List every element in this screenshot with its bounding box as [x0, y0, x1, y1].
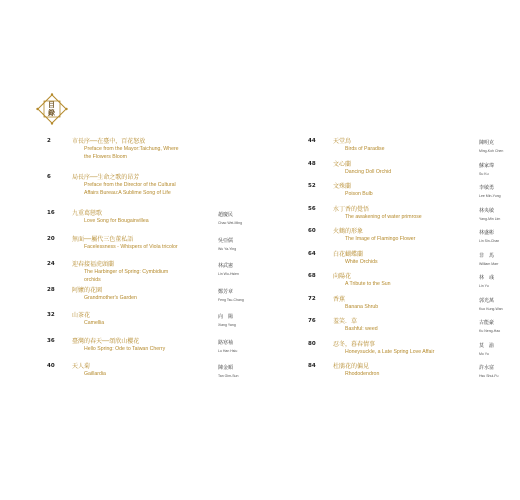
- author: [479, 275, 513, 289]
- author-name-zh: 向 陽: [218, 314, 234, 320]
- entry-title-zh: 火鶴的形象: [333, 228, 364, 235]
- author-name-en: Chao Wei-Ming: [218, 221, 243, 225]
- entry-title-zh: 羞笑．草: [333, 318, 358, 325]
- page-number: 68: [308, 273, 316, 279]
- author-name-zh: 蘇家瑋: [479, 162, 495, 169]
- page-number: 84: [308, 363, 316, 369]
- page-number: 80: [308, 340, 316, 347]
- toc-entry[interactable]: [47, 363, 252, 389]
- page-number: 56: [308, 205, 316, 212]
- entry-title-zh: 市長序──在臺中，百花怒放: [72, 138, 146, 145]
- page-number: 32: [47, 312, 55, 318]
- toc-entry[interactable]: [47, 138, 252, 174]
- author: [218, 340, 252, 354]
- author-name-zh: 莫 渝: [479, 342, 495, 349]
- author-name-zh: 路寒袖: [218, 339, 234, 346]
- entry-title-en: The awakening of water primrose: [345, 213, 422, 220]
- toc-entry[interactable]: [47, 210, 252, 236]
- entry-title-zh: 杜鵑花的偏見: [333, 363, 370, 370]
- entry-title-zh: 文殊蘭: [333, 183, 352, 190]
- author-name-en: Yang-Min Lim: [479, 216, 501, 221]
- author: [479, 185, 513, 199]
- page-number: 64: [308, 250, 316, 257]
- author: [479, 298, 513, 312]
- author-name-en: William Marr: [479, 261, 499, 266]
- toc-entry[interactable]: [47, 174, 252, 210]
- author-name-zh: 陳明克: [479, 140, 495, 146]
- author: [479, 163, 513, 177]
- toc-entry[interactable]: [308, 183, 513, 206]
- author-name-en: Mo Yu: [479, 351, 489, 356]
- entry-title-en: Honeysuckle, a Late Spring Love Affair: [345, 348, 435, 355]
- toc-heading: 目 錄: [48, 101, 56, 117]
- author-name-zh: 吳亞儒: [218, 237, 234, 244]
- toc-entry[interactable]: [47, 338, 252, 364]
- toc-entry[interactable]: [308, 251, 513, 274]
- toc-entry[interactable]: [308, 296, 513, 319]
- author: [218, 314, 252, 328]
- entry-title-zh: 向陽花: [333, 273, 352, 280]
- author-name-zh: 非 馬: [479, 252, 495, 259]
- author-name-zh: 許水富: [479, 365, 495, 371]
- entry-title-zh: 文心蘭: [333, 160, 352, 168]
- page-number: 20: [47, 235, 55, 242]
- entry-title-en: Dancing Doll Orchid: [345, 168, 392, 175]
- author-name-en: Lin Wu-Hsien: [218, 272, 239, 276]
- page-number: 16: [47, 210, 55, 216]
- entry-title-en: A Tribute to the Sun: [345, 281, 391, 287]
- toc-entry[interactable]: [308, 161, 513, 184]
- author-name-en: Feng Tsu-Chang: [218, 297, 244, 302]
- author-name-en: Lu Han Hsiu: [218, 348, 238, 353]
- author: [479, 253, 513, 267]
- entry-title-zh: 山茶花: [72, 312, 91, 319]
- page-number: 24: [47, 261, 55, 267]
- author: [218, 289, 252, 303]
- author-name-en: Wu Ya-Ying: [218, 246, 237, 251]
- toc-entry[interactable]: [308, 363, 513, 386]
- author-name-en: Xiang Yang: [218, 323, 236, 327]
- entry-title-en: Hello Spring: Ode to Taiwan Cherry: [84, 345, 166, 352]
- toc-entry[interactable]: [308, 341, 513, 364]
- entry-title-en: the Flowers Bloom: [84, 153, 127, 160]
- entry-title-zh: 天堂鳥: [333, 138, 352, 145]
- author-name-zh: 李敏勇: [479, 185, 495, 191]
- author-name-zh: 陳金順: [218, 365, 234, 371]
- author: [479, 140, 513, 154]
- entry-title-zh: 香蕉: [333, 295, 346, 303]
- entry-title-zh: 白花蝴蝶蘭: [333, 250, 364, 258]
- page-number: 60: [308, 228, 316, 234]
- entry-title-zh: 忍冬，暮春情事: [333, 340, 376, 348]
- entry-title-en: The Image of Flamingo Flower: [345, 236, 416, 242]
- entry-title-en: orchids: [84, 276, 101, 283]
- entry-title-en: Affairs Bureau:A Sublime Song of Life: [84, 189, 171, 196]
- author-name-zh: 趙慶民: [218, 212, 234, 218]
- entry-title-zh: 局長序──生命之歌的昂芳: [72, 174, 140, 181]
- entry-title-en: Grandmother's Garden: [84, 294, 137, 301]
- author-name-zh: 林盛彬: [479, 230, 495, 236]
- entry-title-en: Camellia: [84, 320, 105, 326]
- entry-title-zh: 無面──屬代三色董私語: [72, 235, 134, 243]
- toc-entry[interactable]: [47, 312, 252, 338]
- toc-entry[interactable]: [47, 236, 252, 262]
- author: [479, 320, 513, 334]
- page-number: 40: [47, 363, 55, 369]
- entry-title-en: Preface from the Mayor:Taichung, Where: [84, 146, 179, 152]
- entry-title-zh: 阿嬤的花園: [72, 286, 103, 294]
- page-number: 48: [308, 160, 316, 167]
- toc-column-left: [47, 138, 252, 389]
- author-name-zh: 古能豪: [479, 320, 495, 326]
- entry-title-zh: 水丁香的覺悟: [333, 205, 370, 213]
- author-name-en: Tan Gim-Sun: [218, 374, 239, 378]
- entry-title-en: Love Song for Bougainvillea: [84, 218, 149, 224]
- toc-entry[interactable]: [308, 138, 513, 161]
- author: [479, 208, 513, 222]
- toc-entry[interactable]: [308, 273, 513, 296]
- page-number: 52: [308, 183, 316, 189]
- page-number: 28: [47, 286, 55, 293]
- author-name-zh: 林武憲: [218, 263, 234, 269]
- entry-title-en: Preface from the Director of the Cultural: [84, 182, 176, 188]
- entry-title-en: Bashful: weed: [345, 326, 378, 332]
- entry-title-zh: 迎春接福虎頭蘭: [72, 261, 115, 268]
- toc-column-right: [308, 138, 513, 386]
- author-name-en: Lin Sin-Chan: [479, 239, 500, 243]
- page-number: 44: [308, 138, 316, 144]
- author-name-en: Ming-Koh Chen: [479, 149, 504, 153]
- author-name-zh: 林央敏: [479, 207, 495, 214]
- toc-entry[interactable]: [308, 318, 513, 341]
- toc-entry[interactable]: [47, 287, 252, 313]
- toc-entry[interactable]: [47, 261, 252, 287]
- toc-entry[interactable]: [308, 228, 513, 251]
- page-number: 72: [308, 295, 316, 302]
- author-name-en: Hsu Shui-Fu: [479, 374, 499, 378]
- author-name-en: Kuo Kung-Wan: [479, 306, 503, 311]
- entry-title-en: Poison Bulb: [345, 191, 373, 197]
- entry-title-zh: 天人菊: [72, 363, 91, 370]
- author-name-en: Su Ku: [479, 171, 489, 176]
- author-name-zh: 郭光萬: [479, 297, 495, 304]
- toc-entry[interactable]: [308, 206, 513, 229]
- page-number: 76: [308, 318, 316, 324]
- author: [479, 343, 513, 357]
- author: [218, 365, 252, 379]
- author: [218, 212, 252, 226]
- author-name-en: Lee Min-Yung: [479, 194, 501, 198]
- author: [218, 263, 252, 277]
- page-number: 6: [47, 174, 51, 180]
- entry-title-en: Banana Shrub: [345, 303, 379, 310]
- page-number: 36: [47, 337, 55, 344]
- author-name-zh: 林 彧: [479, 275, 495, 281]
- entry-title-en: Birds of Paradise: [345, 146, 385, 152]
- page-number: 2: [47, 138, 51, 144]
- entry-title-zh: 臺灣的春天──頌欣山櫻花: [72, 337, 140, 345]
- entry-title-en: Rhododendron: [345, 371, 380, 377]
- author: [479, 230, 513, 244]
- author-name-zh: 鄭芳章: [218, 288, 234, 295]
- author-name-en: Lin Yu: [479, 284, 489, 288]
- author: [479, 365, 513, 379]
- entry-title-en: Gaillardia: [84, 371, 106, 377]
- entry-title-en: White Orchids: [345, 258, 378, 265]
- author-name-en: Ku Neng-Hao: [479, 329, 501, 333]
- entry-title-en: Facelessness - Whispers of Viola tricolor: [84, 243, 178, 250]
- author: [218, 238, 252, 252]
- entry-title-zh: 九重葛戀歌: [72, 210, 103, 217]
- entry-title-en: The Harbinger of Spring: Cymbidium: [84, 269, 169, 275]
